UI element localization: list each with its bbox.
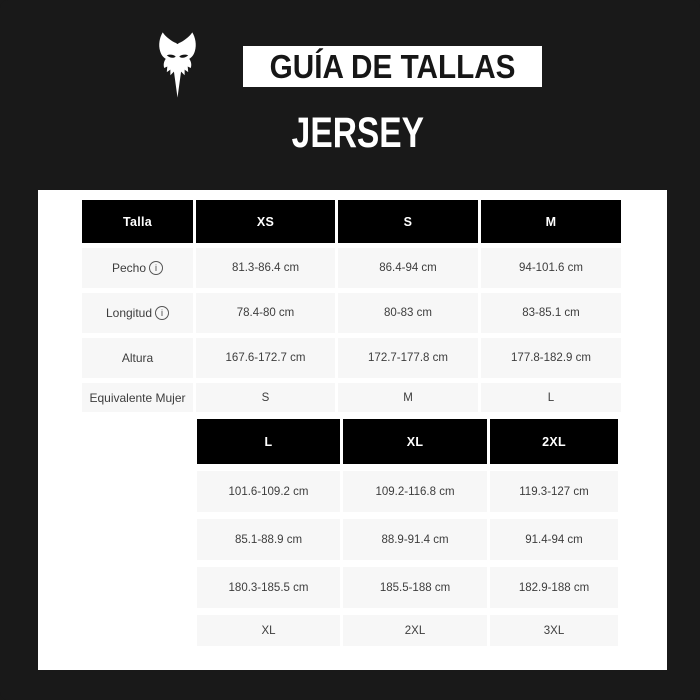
- value-cell: 91.4-94 cm: [490, 519, 618, 560]
- table-row-pecho-2: [197, 471, 618, 512]
- value-cell: 78.4-80 cm: [196, 293, 335, 333]
- value-cell: 94-101.6 cm: [481, 248, 621, 288]
- value-cell: 2XL: [343, 615, 487, 646]
- info-icon[interactable]: i: [155, 306, 169, 320]
- header-cell-s: S: [338, 200, 478, 243]
- value-cell: 86.4-94 cm: [338, 248, 478, 288]
- value-cell: 83-85.1 cm: [481, 293, 621, 333]
- value-cell: 180.3-185.5 cm: [197, 567, 340, 608]
- header-cell-2xl: 2XL: [490, 419, 618, 464]
- value-cell: 182.9-188 cm: [490, 567, 618, 608]
- header-cell-xs: XS: [196, 200, 335, 243]
- row-label-equivalente-mujer: Equivalente Mujer: [82, 383, 193, 412]
- title-banner: [243, 46, 542, 87]
- row-label-pecho: Pecho i: [82, 248, 193, 288]
- table-row-longitud-2: [197, 519, 618, 560]
- page-title: GUÍA DE TALLAS: [269, 48, 516, 85]
- table-row-equivalente-mujer-2: [197, 615, 618, 646]
- header-cell-xl: XL: [343, 419, 487, 464]
- value-cell: 177.8-182.9 cm: [481, 338, 621, 378]
- header-cell-l: L: [197, 419, 340, 464]
- row-label-altura: Altura: [82, 338, 193, 378]
- value-cell: 80-83 cm: [338, 293, 478, 333]
- product-category: [0, 109, 700, 157]
- header-cell-m: M: [481, 200, 621, 243]
- value-cell: XL: [197, 615, 340, 646]
- size-table-xs-s-m: [82, 200, 618, 412]
- value-cell: 85.1-88.9 cm: [197, 519, 340, 560]
- table-row-altura: [82, 338, 618, 378]
- value-cell: 81.3-86.4 cm: [196, 248, 335, 288]
- table-header-row: [197, 419, 618, 464]
- table-header-row: [82, 200, 618, 243]
- size-table-panel: [38, 190, 667, 670]
- row-label-longitud: Longitud i: [82, 293, 193, 333]
- value-cell: 185.5-188 cm: [343, 567, 487, 608]
- value-cell: 101.6-109.2 cm: [197, 471, 340, 512]
- value-cell: M: [338, 383, 478, 412]
- table-row-altura-2: [197, 567, 618, 608]
- header-cell-talla: Talla: [82, 200, 193, 243]
- product-category-label: JERSEY: [291, 109, 425, 157]
- fox-head-logo-icon: [152, 31, 203, 100]
- value-cell: 3XL: [490, 615, 618, 646]
- table-row-pecho: [82, 248, 618, 288]
- value-cell: 119.3-127 cm: [490, 471, 618, 512]
- value-cell: 88.9-91.4 cm: [343, 519, 487, 560]
- table-row-equivalente-mujer: [82, 383, 618, 412]
- value-cell: 109.2-116.8 cm: [343, 471, 487, 512]
- info-icon[interactable]: i: [149, 261, 163, 275]
- value-cell: 167.6-172.7 cm: [196, 338, 335, 378]
- value-cell: S: [196, 383, 335, 412]
- table-row-longitud: [82, 293, 618, 333]
- size-table-l-xl-2xl: [197, 419, 618, 646]
- value-cell: L: [481, 383, 621, 412]
- value-cell: 172.7-177.8 cm: [338, 338, 478, 378]
